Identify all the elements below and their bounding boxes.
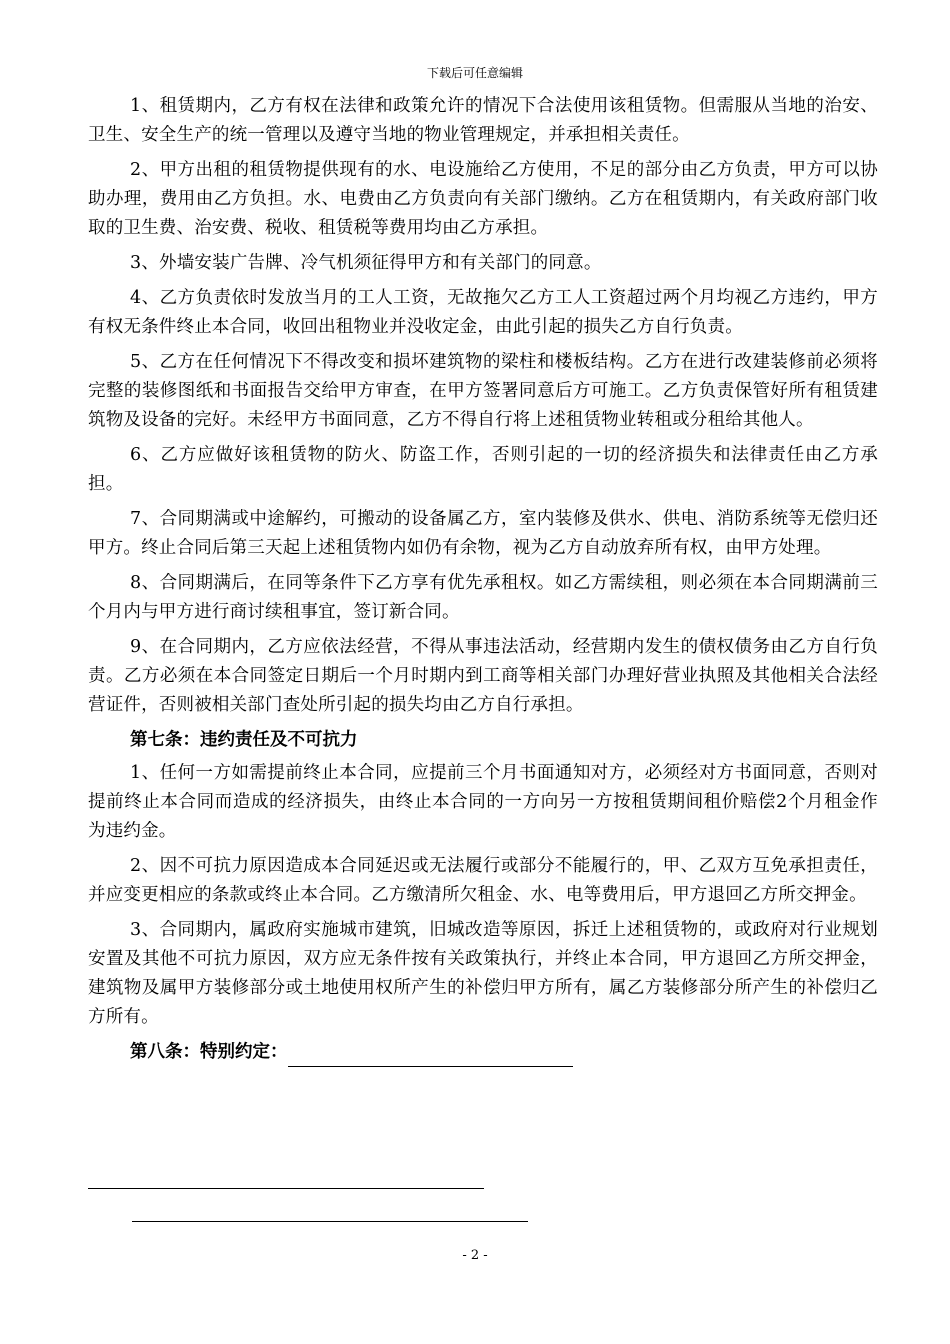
clause-5: 5、乙方在任何情况下不得改变和损坏建筑物的梁柱和楼板结构。乙方在进行改建装修前必须将完整的装修图纸和书面报告交给甲方审查，在甲方签署同意后方可施工。乙方负责保管好所有租赁建筑物及设备的完好。未经甲方书面同意，乙方不得自行将上述租赁物业转租或分租给其他人。 [88,352,878,430]
clause-3: 3、外墙安装广告牌、冷气机须征得甲方和有关部门的同意。 [130,253,602,273]
page-number: - 2 - [462,1248,488,1263]
clause-6: 6、乙方应做好该租赁物的防火、防盗工作，否则引起的一切的经济损失和法律责任由乙方承担。 [88,445,878,494]
article-7-clause-1: 1、任何一方如需提前终止本合同，应提前三个月书面通知对方，必须经对方书面同意，否则对提前终止本合同而造成的经济损失，由终止本合同的一方向另一方按租赁期间租价赔偿2个月租金作为违约金。 [88,763,878,841]
blank-line-1 [88,1188,484,1189]
blank-line-2 [132,1221,528,1222]
page-header: 下载后可任意编辑 [426,66,523,80]
clause-7: 7、合同期满或中途解约，可搬动的设备属乙方，室内装修及供水、供电、消防系统等无偿归还甲方。终止合同后第三天起上述租赁物内如仍有余物，视为乙方自动放弃所有权，由甲方处理。 [88,509,878,558]
clause-1: 1、租赁期内，乙方有权在法律和政策允许的情况下合法使用该租赁物。但需服从当地的治安、卫生、安全生产的统一管理以及遵守当地的物业管理规定，并承担相关责任。 [88,96,878,145]
article-7-title: 第七条：违约责任及不可抗力 [130,730,358,750]
clause-8: 8、合同期满后，在同等条件下乙方享有优先承租权。如乙方需续租，则必须在本合同期满前三个月内与甲方进行商讨续租事宜，签订新合同。 [88,573,878,622]
article-7-clause-3: 3、合同期内，属政府实施城市建筑，旧城改造等原因，拆迁上述租赁物的，或政府对行业规划安置及其他不可抗力原因，双方应无条件按有关政策执行，并终止本合同，甲方退回乙方所交押金，建筑物及属甲方装修部分或土地使用权所产生的补偿归甲方所有，属乙方装修部分所产生的补偿归乙方所有。 [88,920,878,1027]
clause-9: 9、在合同期内，乙方应依法经营，不得从事违法活动，经营期内发生的债权债务由乙方自行负责。乙方必须在本合同签定日期后一个月时期内到工商等相关部门办理好营业执照及其他相关合法经营证件，否则被相关部门查处所引起的损失均由乙方自行承担。 [88,637,878,715]
clause-4: 4、乙方负责依时发放当月的工人工资，无故拖欠乙方工人工资超过两个月均视乙方违约，甲方有权无条件终止本合同，收回出租物业并没收定金，由此引起的损失乙方自行负责。 [88,288,878,337]
article-7-clause-2: 2、因不可抗力原因造成本合同延迟或无法履行或部分不能履行的，甲、乙双方互免承担责任，并应变更相应的条款或终止本合同。乙方缴清所欠租金、水、电等费用后，甲方退回乙方所交押金。 [88,856,878,905]
article-8-row [88,1038,878,1067]
article-8-title: 第八条：特别约定： [130,1042,288,1062]
clause-2: 2、甲方出租的租赁物提供现有的水、电设施给乙方使用，不足的部分由乙方负责，甲方可以协助办理，费用由乙方负担。水、电费由乙方负责向有关部门缴纳。乙方在租赁期内，有关政府部门收取的卫生费、治安费、税收、租赁税等费用均由乙方承担。 [88,160,878,238]
special-terms-blank [288,1046,573,1067]
document-body [88,92,878,1071]
